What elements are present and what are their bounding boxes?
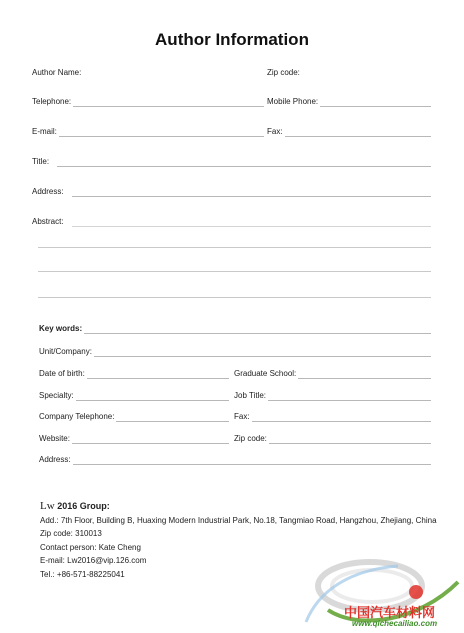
company-fax-label: Fax: <box>234 412 250 421</box>
company-address-label: Address: <box>39 455 71 464</box>
abstract-field[interactable] <box>32 213 431 227</box>
website-field[interactable] <box>39 430 229 444</box>
mobile-phone-field[interactable] <box>267 93 431 107</box>
graduate-school-field[interactable] <box>234 365 431 379</box>
website-input[interactable] <box>72 434 229 444</box>
job-title-label: Job Title: <box>234 391 267 400</box>
key-words-field[interactable] <box>39 320 431 334</box>
mobile-phone-label: Mobile Phone: <box>267 97 319 106</box>
fax-field[interactable] <box>267 123 431 137</box>
author-name-input[interactable] <box>83 68 230 78</box>
group-tel: Tel.: +86-571-88225041 <box>40 569 125 579</box>
specialty-field[interactable] <box>39 387 229 401</box>
email-input[interactable] <box>59 127 264 137</box>
job-title-input[interactable] <box>268 391 431 401</box>
unit-company-label: Unit/Company: <box>39 347 92 356</box>
abstract-input[interactable] <box>72 217 431 227</box>
email-label: E-mail: <box>32 127 57 136</box>
company-telephone-label: Company Telephone: <box>39 412 115 421</box>
key-words-label: Key words: <box>39 324 83 333</box>
graduate-school-input[interactable] <box>298 369 431 379</box>
company-telephone-field[interactable] <box>39 408 229 422</box>
watermark-logo <box>298 552 464 633</box>
unit-company-field[interactable] <box>39 343 431 357</box>
abstract-line[interactable] <box>38 247 431 248</box>
graduate-school-label: Graduate School: <box>234 369 297 378</box>
company-address-field[interactable] <box>39 451 431 465</box>
telephone-field[interactable] <box>32 93 264 107</box>
page-title: Author Information <box>155 30 309 49</box>
company-telephone-input[interactable] <box>116 412 229 422</box>
group-name <box>40 500 437 514</box>
fax-input[interactable] <box>285 127 431 137</box>
company-address-input[interactable] <box>73 455 431 465</box>
job-title-field[interactable] <box>234 387 431 401</box>
watermark-cn-text: 中国汽车材料网 <box>344 606 436 621</box>
fax-label: Fax: <box>267 127 283 136</box>
watermark-url: www.qichecailiao.com <box>352 619 438 628</box>
group-zip: Zip code: 310013 <box>40 529 102 538</box>
company-fax-field[interactable] <box>234 408 431 422</box>
specialty-input[interactable] <box>76 391 229 401</box>
group-contact: Contact person: Kate Cheng <box>40 542 141 552</box>
telephone-label: Telephone: <box>32 97 72 106</box>
author-name-field[interactable] <box>32 64 230 78</box>
specialty-label: Specialty: <box>39 391 74 400</box>
email-field[interactable] <box>32 123 264 137</box>
mobile-phone-input[interactable] <box>320 97 431 107</box>
title-field[interactable] <box>32 153 431 167</box>
date-of-birth-label: Date of birth: <box>39 369 85 378</box>
zip-code-input[interactable] <box>302 68 431 78</box>
website-label: Website: <box>39 434 70 443</box>
key-words-input[interactable] <box>84 324 431 334</box>
address-field[interactable] <box>32 183 431 197</box>
group-name-prefix: Lw <box>40 500 55 512</box>
group-name-rest: 2016 Group: <box>57 501 110 511</box>
telephone-input[interactable] <box>73 97 264 107</box>
date-of-birth-field[interactable] <box>39 365 229 379</box>
company-zip-label: Zip code: <box>234 434 267 443</box>
title-label: Title: <box>32 157 50 166</box>
company-zip-field[interactable] <box>234 430 431 444</box>
group-email: E-mail: Lw2016@vip.126.com <box>40 556 147 565</box>
title-input[interactable] <box>57 157 431 167</box>
address-label: Address: <box>32 187 64 196</box>
company-zip-input[interactable] <box>269 434 431 444</box>
abstract-line[interactable] <box>38 297 431 298</box>
date-of-birth-input[interactable] <box>87 369 229 379</box>
address-input[interactable] <box>72 187 431 197</box>
group-address: Add.: 7th Floor, Building B, Huaxing Modern Industrial Park, No.18, Tangmiao Road, Hangzhou, Zhejiang, China <box>40 515 437 525</box>
unit-company-input[interactable] <box>94 347 431 357</box>
author-name-label: Author Name: <box>32 68 82 77</box>
zip-code-field[interactable] <box>267 64 431 78</box>
zip-code-label: Zip code: <box>267 68 300 77</box>
abstract-line[interactable] <box>38 271 431 272</box>
abstract-label: Abstract: <box>32 217 64 226</box>
company-fax-input[interactable] <box>252 412 431 422</box>
